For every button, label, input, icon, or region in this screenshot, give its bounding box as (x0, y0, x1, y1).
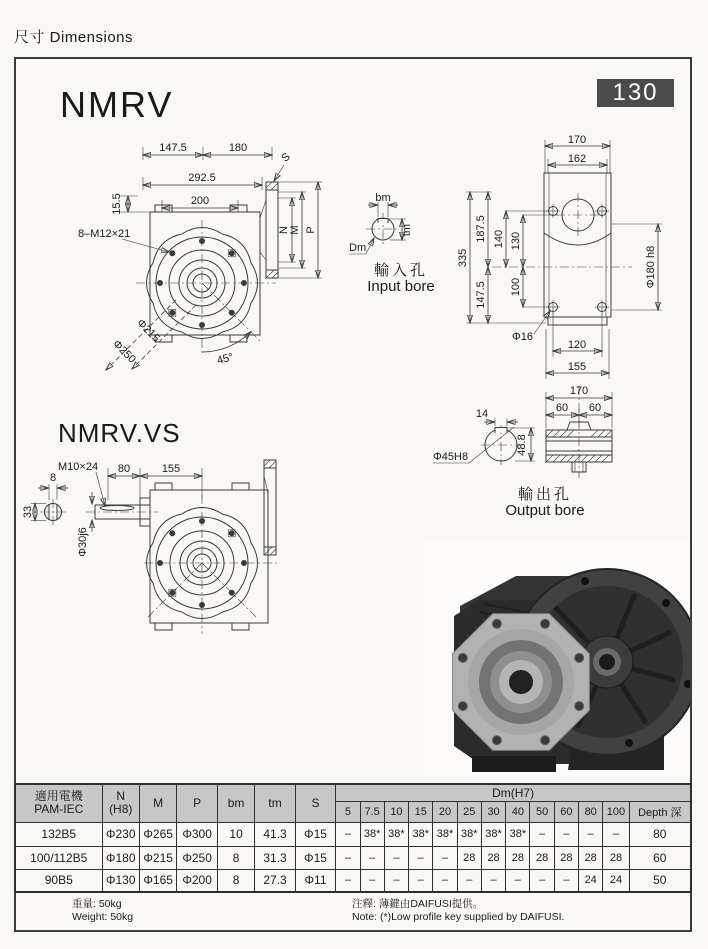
cell-depth: 50 (629, 869, 691, 892)
th-m: M (139, 784, 176, 822)
dim-label: 200 (190, 195, 210, 207)
cell-dm: 28 (506, 846, 530, 869)
cell-dm: – (433, 869, 457, 892)
cell-dm: – (336, 822, 360, 846)
dim-label: 14 (475, 408, 489, 420)
dim-label: Φ180 h8 (645, 245, 657, 289)
dim-label: 15.5 (111, 193, 123, 215)
cell-dm: 28 (554, 846, 578, 869)
series-title-nmrv: NMRV (60, 84, 174, 125)
cell-dm: 24 (603, 869, 629, 892)
dim-label: Φ30j6 (77, 527, 89, 557)
th-tm: tm (255, 784, 295, 822)
cell-s: Φ11 (295, 869, 335, 892)
shaft-end-view (31, 484, 68, 525)
cell-n: Φ130 (102, 869, 139, 892)
cell-bm: 8 (217, 869, 254, 892)
table-row (15, 822, 691, 846)
cell-dm: 38* (360, 822, 384, 846)
cell-s: Φ15 (295, 846, 335, 869)
gearbox-body-outline (147, 483, 268, 630)
series-title-nmrv-vs: NMRV.VS (58, 418, 181, 448)
dim-label: 155 (567, 361, 587, 373)
caption-en: Output bore (505, 502, 585, 519)
weight-zh: 重量: 50kg (72, 898, 122, 910)
cell-dm: – (481, 869, 505, 892)
weight-note (72, 898, 133, 924)
page-header: 尺寸 Dimensions (14, 29, 134, 46)
cell-n: Φ180 (102, 846, 139, 869)
cell-tm: 41.3 (255, 822, 295, 846)
th-dm-50: 50 (530, 801, 554, 822)
cell-dm: 38* (384, 822, 408, 846)
cell-dm: – (530, 822, 554, 846)
dim-label: Φ215 (134, 317, 162, 345)
th-dm-20: 20 (433, 801, 457, 822)
cell-dm: 38* (457, 822, 481, 846)
cell-dm: – (384, 869, 408, 892)
cell-dm: 24 (579, 869, 603, 892)
center-lines (106, 220, 276, 370)
cell-dm: – (409, 846, 433, 869)
motor-flange-plate (260, 182, 278, 278)
cell-bm: 8 (217, 846, 254, 869)
cell-pam: 100/112B5 (15, 846, 102, 869)
caption-zh: 輸入孔 (373, 262, 428, 279)
cell-dm: – (554, 822, 578, 846)
input-bore-drawing (348, 192, 460, 260)
th-dm-100: 100 (603, 801, 629, 822)
size-badge: 130 (597, 79, 674, 107)
table-row (15, 869, 691, 892)
dim-label: 155 (161, 463, 181, 475)
cell-dm: – (506, 869, 530, 892)
note-zh: 注釋: 薄鍵由DAIFUSI提供。 (352, 898, 484, 910)
nmrv-front-view-drawing (76, 140, 338, 390)
gearbox-body-outline (147, 205, 260, 342)
dim-label: 8–M12×21 (78, 228, 131, 240)
cell-dm: 38* (481, 822, 505, 846)
dim-label: 60 (588, 402, 602, 414)
cell-dm: – (554, 869, 578, 892)
cell-tm: 31.3 (255, 846, 295, 869)
output-bore-drawing (425, 378, 680, 483)
photo-machined-flange (453, 614, 590, 751)
th-dm-30: 30 (481, 801, 505, 822)
caption-en: Input bore (367, 278, 435, 295)
dimensions-table (14, 783, 692, 893)
cell-dm: – (603, 822, 629, 846)
cell-dm: 28 (603, 846, 629, 869)
cell-dm: – (530, 869, 554, 892)
dim-label: M10×24 (58, 461, 99, 473)
cell-dm: – (409, 869, 433, 892)
cell-dm: 38* (506, 822, 530, 846)
cell-bm: 10 (217, 822, 254, 846)
cell-pam: 90B5 (15, 869, 102, 892)
shaft-section (546, 386, 612, 478)
th-dm-60: 60 (554, 801, 578, 822)
cell-pam: 132B5 (15, 822, 102, 846)
th-dm-5: 5 (336, 801, 360, 822)
cell-p: Φ200 (177, 869, 217, 892)
th-s: S (295, 784, 335, 822)
th-dm-10: 10 (384, 801, 408, 822)
dim-label: 170 (569, 385, 589, 397)
cell-dm: 38* (409, 822, 433, 846)
dim-label: 170 (567, 134, 587, 146)
input-bore-caption (346, 263, 456, 295)
output-bore-caption (478, 487, 612, 519)
dim-label: Φ16 (512, 331, 534, 343)
th-p: P (177, 784, 217, 822)
cell-m: Φ265 (139, 822, 176, 846)
cell-n: Φ230 (102, 822, 139, 846)
dim-label: 8 (49, 472, 57, 484)
dim-label: Φ250 (110, 338, 138, 366)
dim-label: 80 (117, 463, 131, 475)
dim-label: tm (401, 223, 413, 237)
cell-dm: 28 (579, 846, 603, 869)
dim-label: P (305, 226, 317, 234)
motor-flange-plate (264, 460, 276, 555)
center-lines (144, 495, 280, 634)
dim-label: 140 (493, 229, 505, 249)
gearbox-photo (424, 542, 690, 776)
cell-depth: 60 (629, 846, 691, 869)
dim-label: N (278, 226, 290, 234)
cell-dm: – (336, 846, 360, 869)
th-n: N (H8) (102, 784, 139, 822)
cell-dm: – (384, 846, 408, 869)
th-dm-7-5: 7.5 (360, 801, 384, 822)
dim-label: 147.5 (159, 142, 187, 154)
dim-label: Φ45H8 (433, 451, 469, 463)
cell-m: Φ165 (139, 869, 176, 892)
cell-p: Φ250 (177, 846, 217, 869)
note-en: Note: (*)Low profile key supplied by DAIFUSI. (352, 911, 565, 923)
dim-label: 45° (215, 351, 235, 368)
dim-label: bm (375, 192, 391, 204)
dim-label: 180 (228, 142, 248, 154)
dim-label: 147.5 (475, 281, 487, 309)
dim-label: 292.5 (188, 172, 216, 184)
key-note (352, 898, 564, 924)
cell-dm: – (360, 869, 384, 892)
th-bm: bm (217, 784, 254, 822)
cell-s: Φ15 (295, 822, 335, 846)
dim-label: 48.8 (516, 434, 528, 456)
th-pam: 適用電機 PAM-IEC (15, 784, 102, 822)
dim-label: 120 (567, 339, 587, 351)
cell-dm: 28 (530, 846, 554, 869)
dim-label: 100 (510, 277, 522, 297)
side-view-drawing (457, 134, 678, 387)
th-dm-80: 80 (579, 801, 603, 822)
th-dm-depth: Depth 深 (629, 801, 691, 822)
cell-dm: – (457, 869, 481, 892)
dim-label: 187.5 (475, 215, 487, 243)
cell-dm: 28 (481, 846, 505, 869)
table-row (15, 846, 691, 869)
dim-label: 335 (457, 248, 469, 268)
dim-label: S (279, 150, 293, 165)
cell-tm: 27.3 (255, 869, 295, 892)
th-dm-25: 25 (457, 801, 481, 822)
dim-label: 162 (567, 153, 587, 165)
dim-label: 33 (22, 505, 34, 519)
cell-dm: 38* (433, 822, 457, 846)
photo-foot (472, 756, 556, 772)
dim-label: 60 (555, 402, 569, 414)
cell-dm: – (433, 846, 457, 869)
cell-depth: 80 (629, 822, 691, 846)
dim-label: 130 (510, 231, 522, 251)
caption-zh: 輸出孔 (517, 486, 572, 503)
cell-dm: – (336, 869, 360, 892)
worm-shaft (86, 492, 158, 532)
cell-dm: 28 (457, 846, 481, 869)
th-dm-40: 40 (506, 801, 530, 822)
th-dm-15: 15 (409, 801, 433, 822)
dim-label: M (289, 225, 301, 235)
cell-m: Φ215 (139, 846, 176, 869)
cell-dm: – (360, 846, 384, 869)
weight-en: Weight: 50kg (72, 911, 134, 923)
nmrv-vs-view-drawing (24, 448, 320, 688)
cell-dm: – (579, 822, 603, 846)
th-dm-group: Dm(H7) (336, 784, 691, 801)
cell-p: Φ300 (177, 822, 217, 846)
dim-label: Dm (349, 242, 367, 254)
